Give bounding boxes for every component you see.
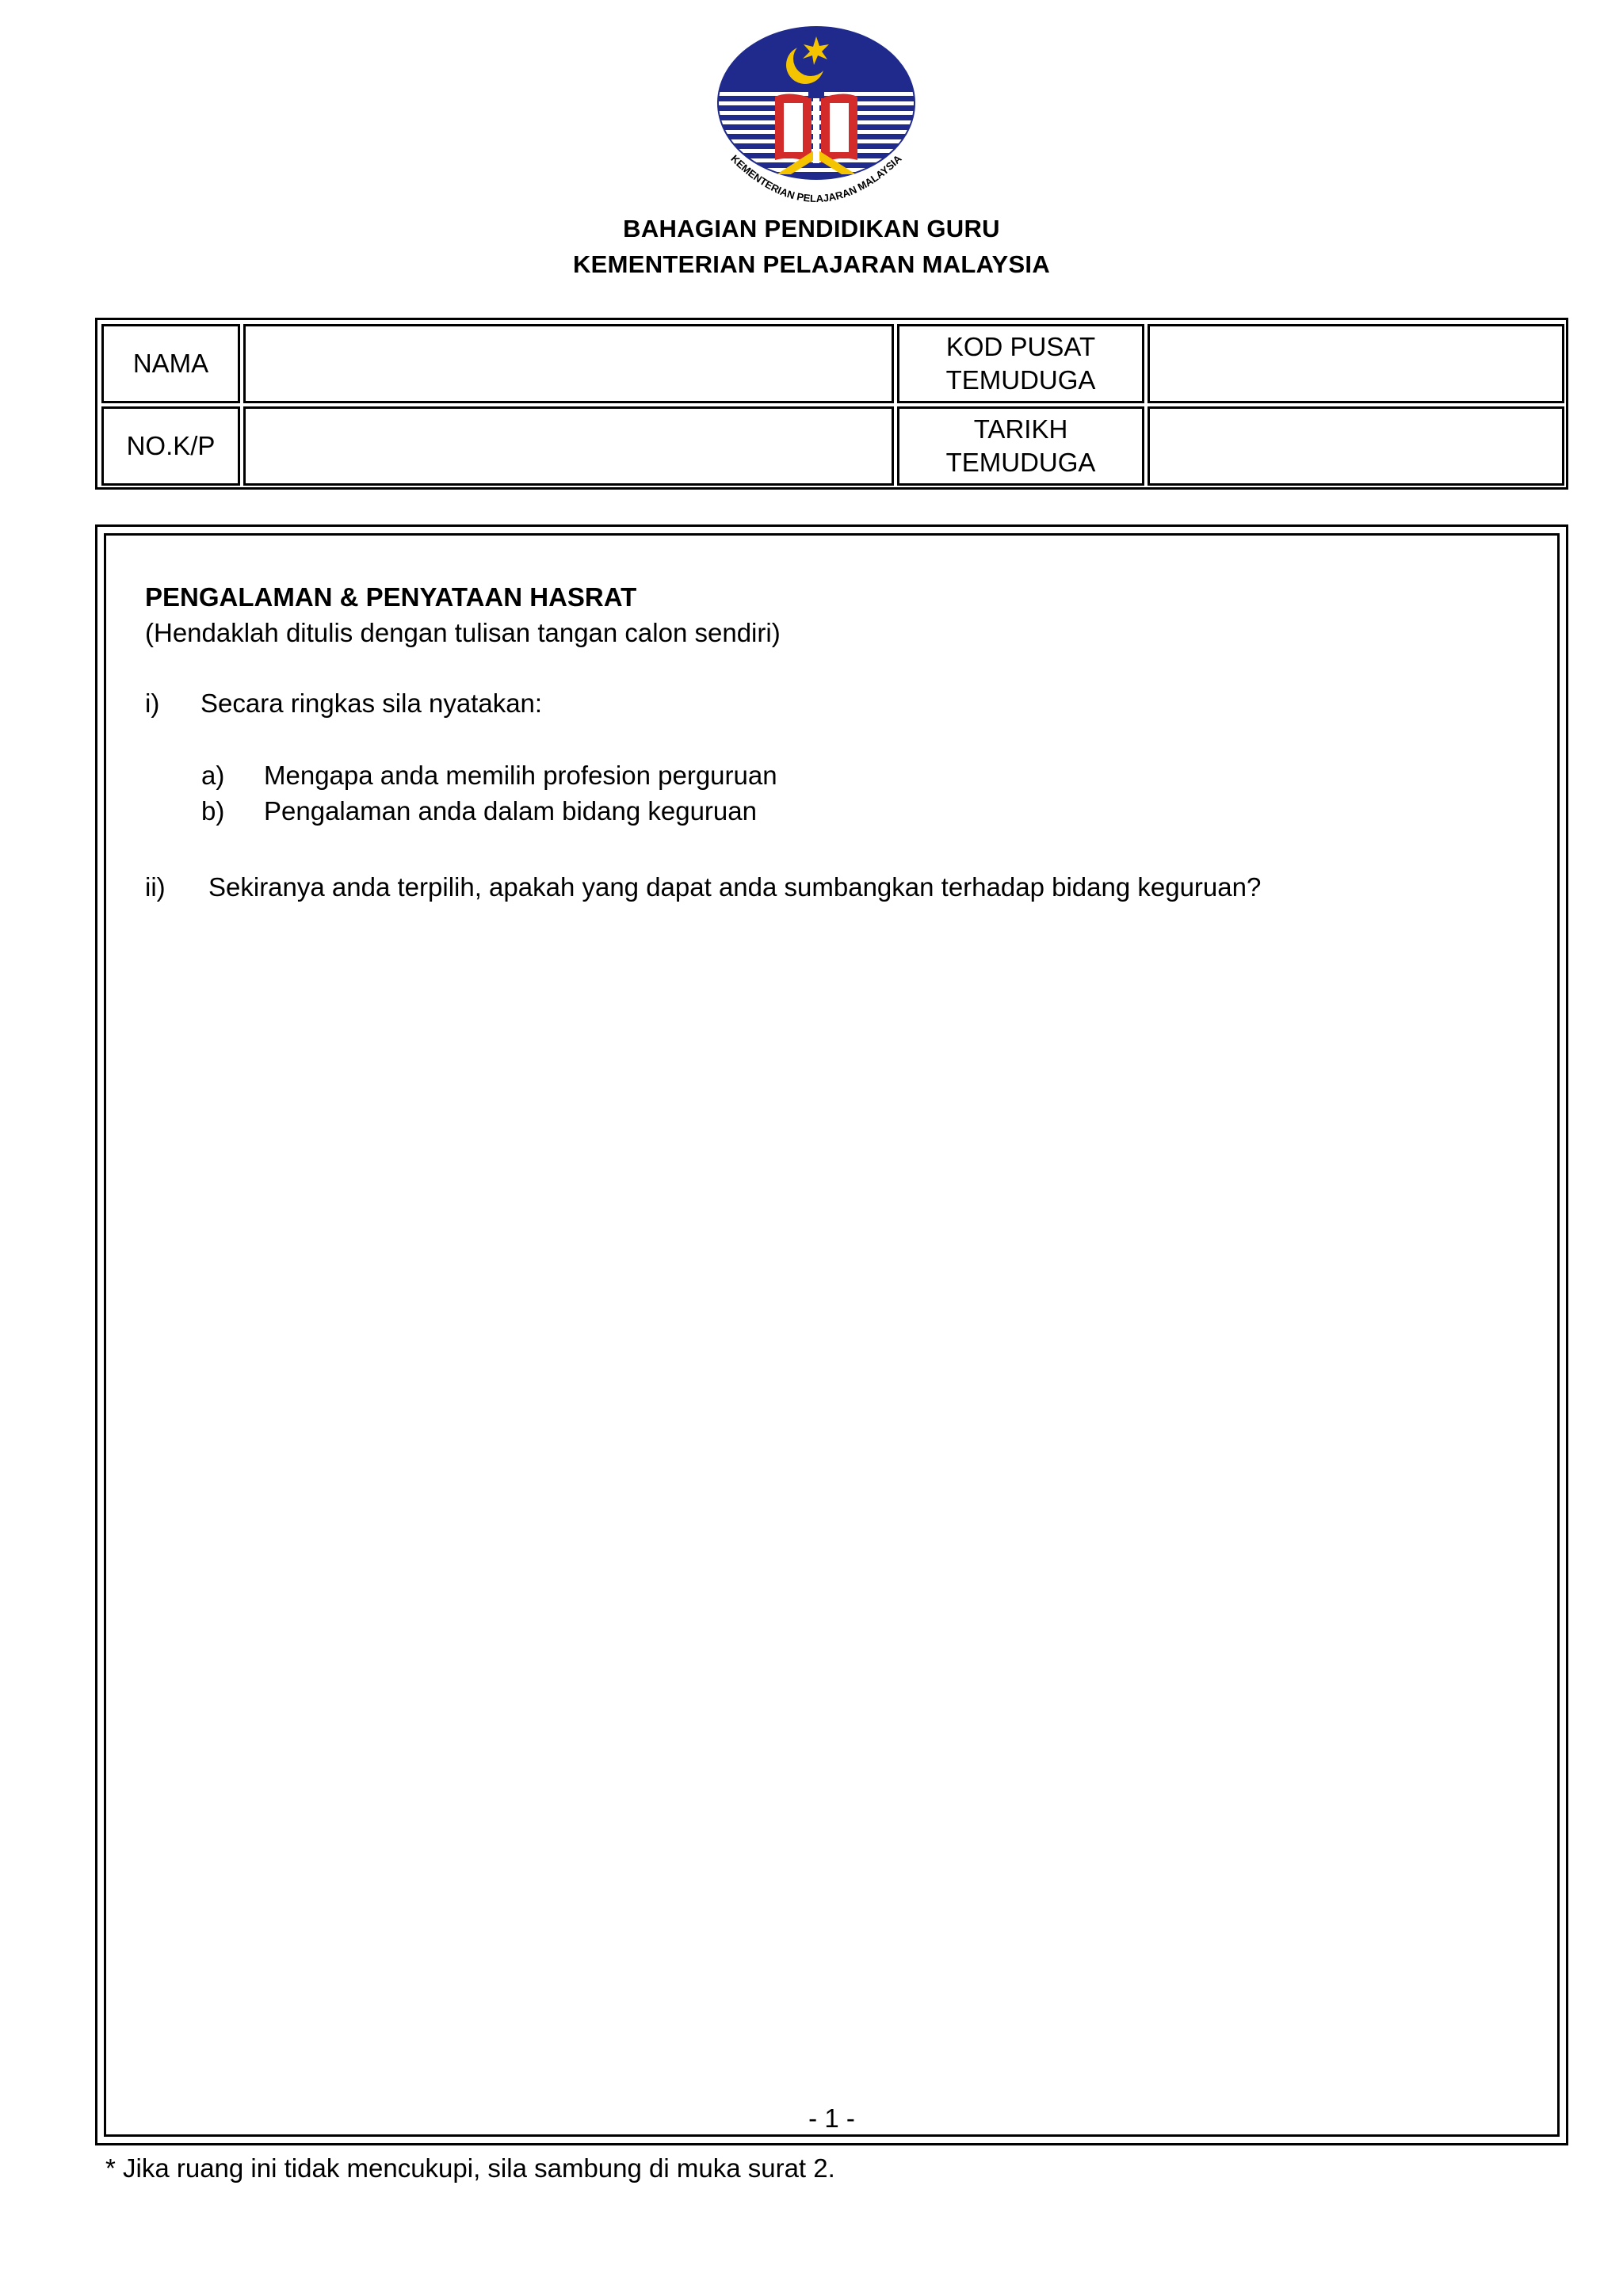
kod-pusat-label-line2: TEMUDUGA: [945, 365, 1096, 395]
nama-field[interactable]: [243, 324, 894, 403]
section-subtitle: (Hendaklah ditulis dengan tulisan tangan calon sendiri): [145, 618, 781, 647]
question-1-marker: i): [145, 688, 160, 718]
tarikh-label-line2: TEMUDUGA: [945, 448, 1096, 477]
question-1b-marker: b): [201, 796, 225, 826]
kod-pusat-field[interactable]: [1148, 324, 1564, 403]
question-1a-text: Mengapa anda memilih profesion perguruan: [264, 761, 777, 790]
ministry-title: KEMENTERIAN PELAJARAN MALAYSIA: [572, 250, 1051, 278]
nama-label: NAMA: [132, 349, 209, 378]
ministry-logo: [710, 24, 922, 212]
page-number: - 1 -: [808, 2103, 855, 2133]
nama-label-cell: [101, 324, 240, 403]
candidate-info-table: [95, 318, 1568, 490]
question-2-marker: ii): [145, 872, 166, 902]
nokp-field[interactable]: [243, 406, 894, 486]
question-1a-marker: a): [201, 761, 225, 790]
section-title: PENGALAMAN & PENYATAAN HASRAT: [145, 582, 637, 612]
nokp-label: NO.K/P: [126, 431, 216, 460]
department-title: BAHAGIAN PENDIDIKAN GURU: [623, 215, 1000, 242]
question-2-text: Sekiranya anda terpilih, apakah yang dapat anda sumbangkan terhadap bidang keguruan?: [208, 872, 1262, 902]
nokp-label-cell: [101, 406, 240, 486]
kod-pusat-label-line1: KOD PUSAT: [945, 332, 1096, 361]
kod-pusat-label-cell: [897, 324, 1144, 403]
svg-text:KEMENTERIAN PELAJARAN MALAYSIA: KEMENTERIAN PELAJARAN MALAYSIA: [728, 152, 904, 205]
statement-box: [95, 524, 1568, 2145]
tarikh-field[interactable]: [1148, 406, 1564, 486]
footnote: * Jika ruang ini tidak mencukupi, sila sambung di muka surat 2.: [105, 2153, 835, 2183]
tarikh-label-line1: TARIKH: [973, 414, 1068, 444]
question-1-text: Secara ringkas sila nyatakan:: [200, 688, 543, 718]
tarikh-label-cell: [897, 406, 1144, 486]
question-1b-text: Pengalaman anda dalam bidang keguruan: [264, 796, 757, 826]
